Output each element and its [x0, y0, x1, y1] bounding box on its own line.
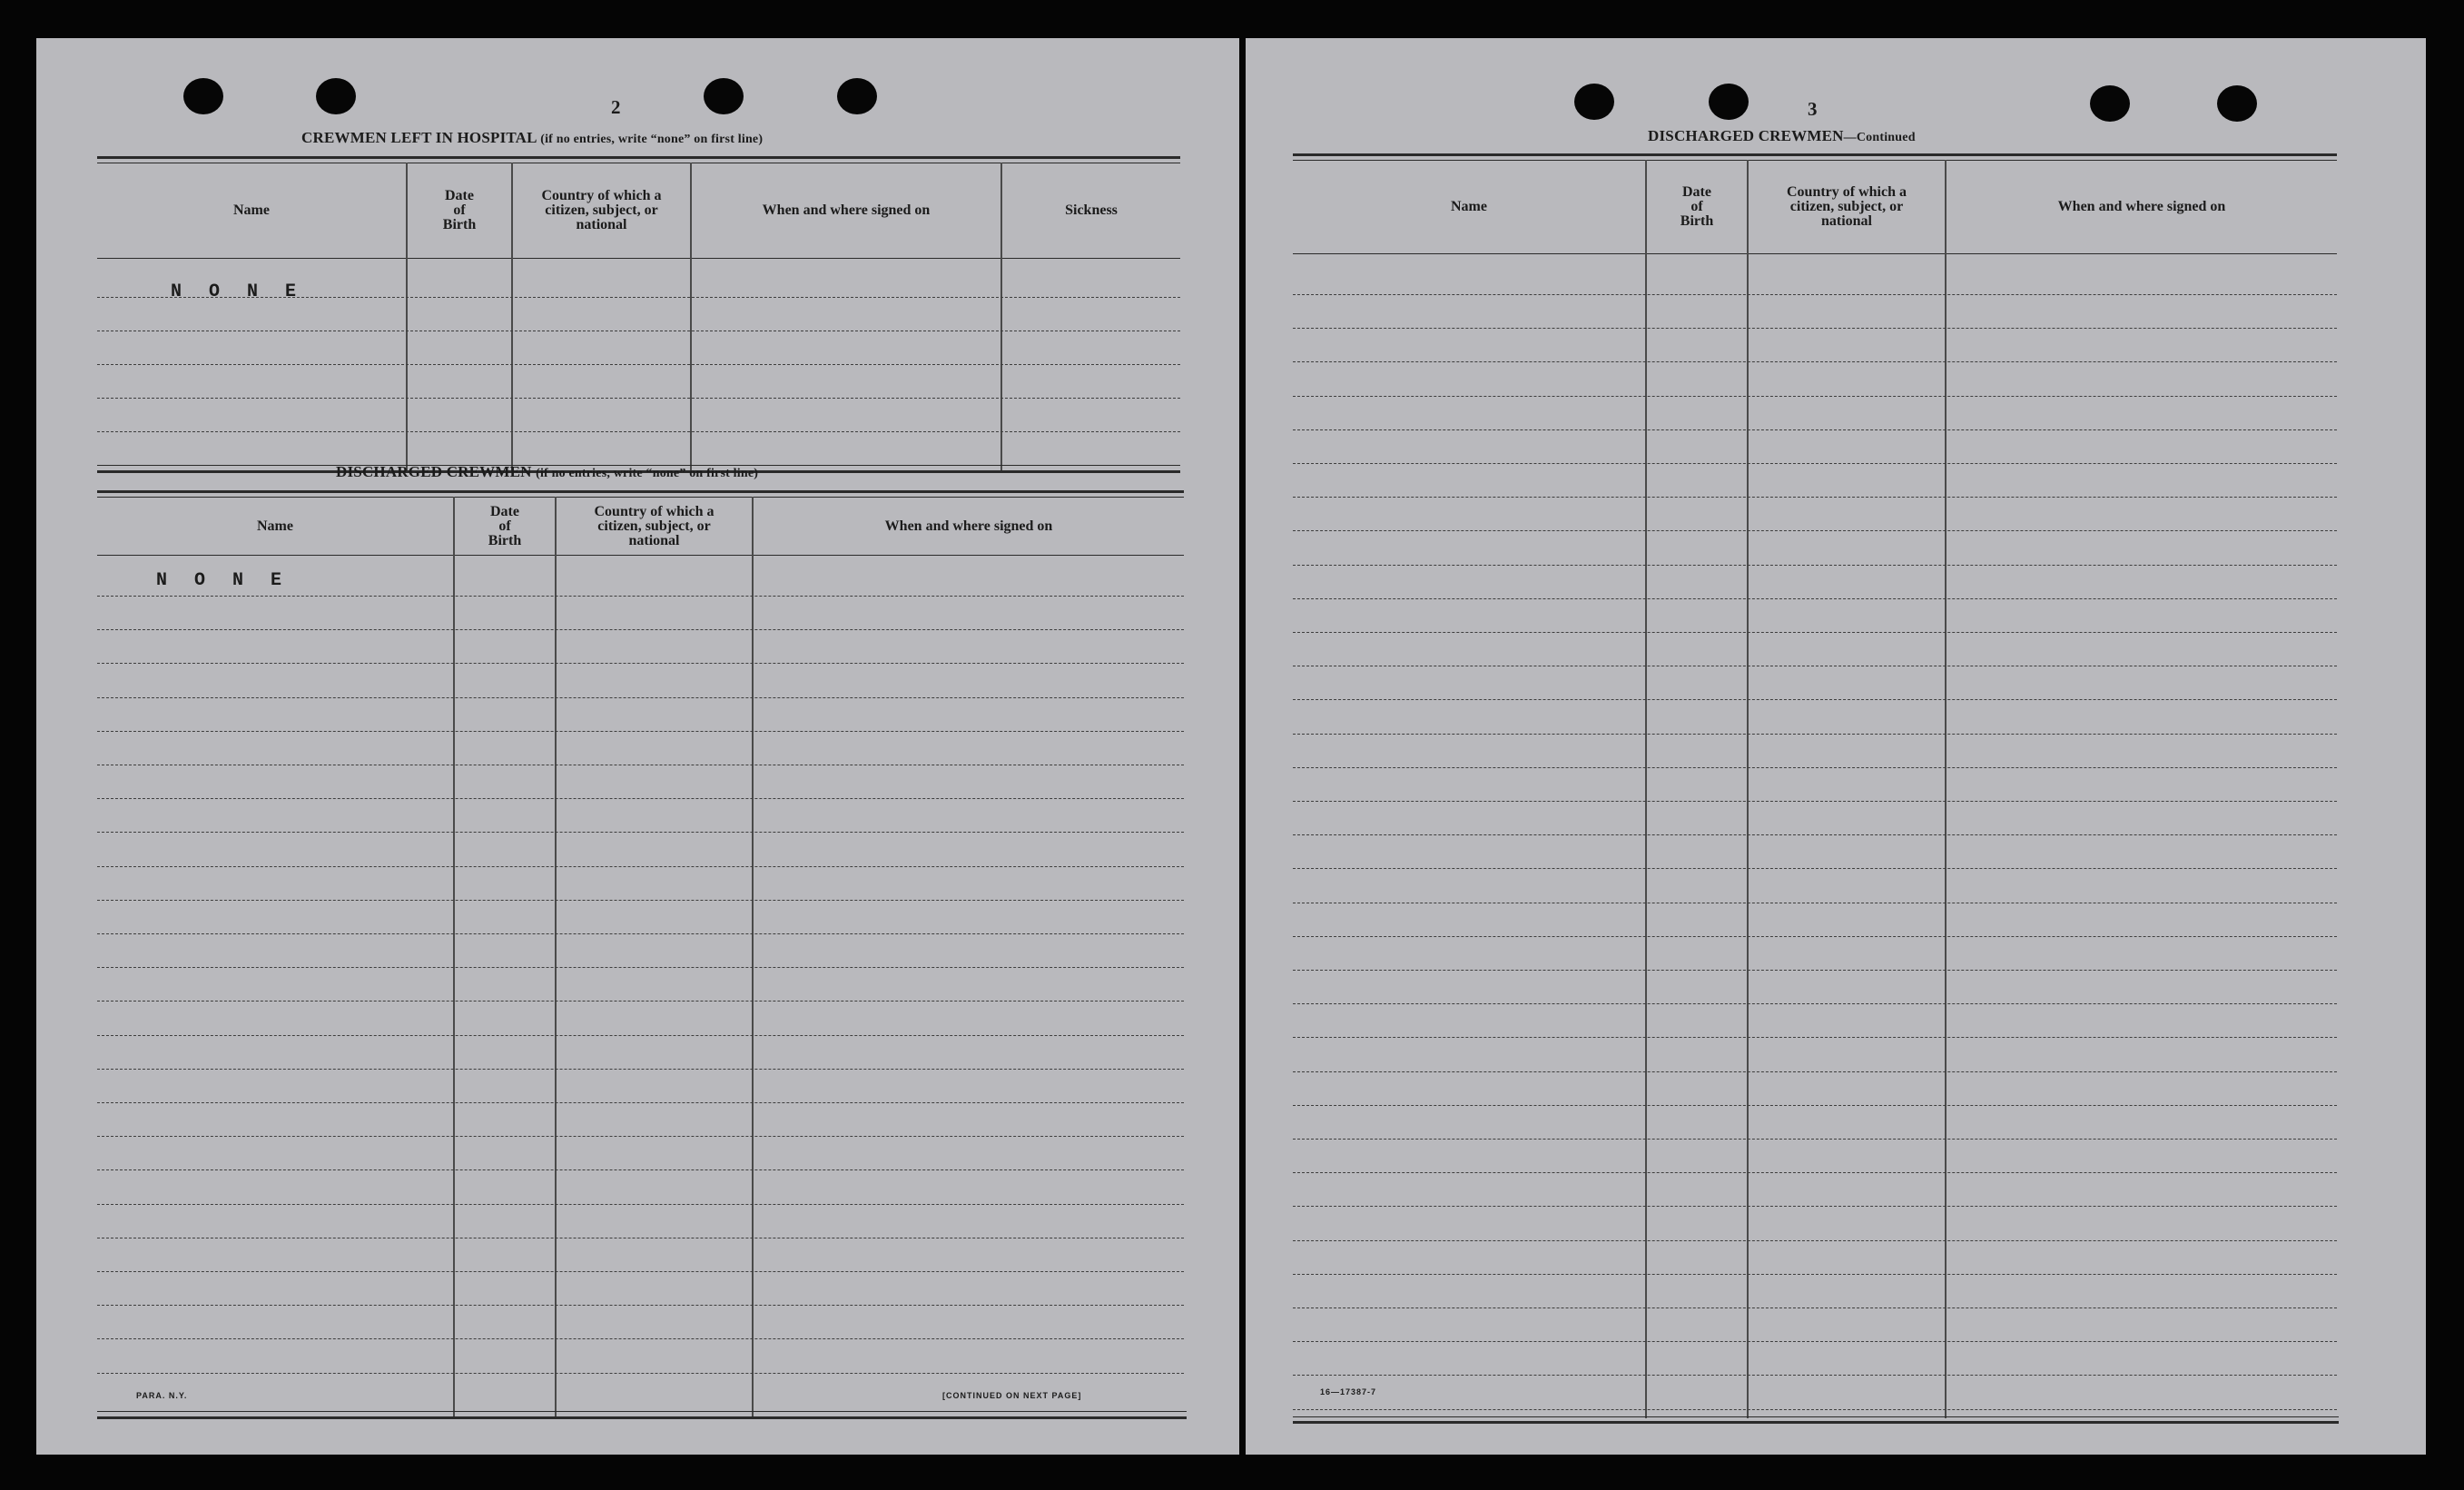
row-line [1293, 1375, 2337, 1376]
table-top-rule-inner [97, 497, 1184, 498]
hospital-entry-none: N O N E [171, 281, 305, 302]
row-line [1293, 1274, 2337, 1275]
continued-col-date-of-birth: Date of Birth [1680, 184, 1714, 229]
row-line [97, 1204, 1184, 1205]
row-line [1293, 1240, 2337, 1241]
footer-printer-mark: PARA. N.Y. [136, 1391, 188, 1400]
row-line [1293, 868, 2337, 869]
header-bottom-rule [97, 555, 1184, 556]
row-line [97, 1102, 1184, 1103]
continued-title: DISCHARGED CREWMEN [1648, 127, 1844, 144]
punch-hole [1709, 84, 1749, 120]
punch-hole [2090, 85, 2130, 122]
table-bottom-rule [97, 1411, 1187, 1412]
punch-hole [1574, 84, 1614, 120]
column-divider [1945, 160, 1947, 1418]
discharged-col-country: Country of which a citizen, subject, or national [594, 504, 715, 548]
row-line [1293, 970, 2337, 971]
continued-section-title [1648, 127, 1916, 145]
column-divider [453, 497, 455, 1416]
row-line [1293, 834, 2337, 835]
row-line [97, 832, 1184, 833]
row-line [97, 798, 1184, 799]
discharged-col-name: Name [257, 518, 293, 534]
row-line [1293, 801, 2337, 802]
hospital-title: CREWMEN LEFT IN HOSPITAL [301, 129, 537, 146]
header-bottom-rule [1293, 253, 2337, 254]
hospital-subtitle: (if no entries, write “none” on first line) [540, 133, 764, 146]
discharged-entry-none: N O N E [156, 570, 291, 591]
discharged-title: DISCHARGED CREWMEN [336, 463, 532, 480]
row-line [1293, 936, 2337, 937]
row-line [1293, 530, 2337, 531]
row-line [97, 1338, 1184, 1339]
row-line [97, 697, 1184, 698]
discharged-heading [336, 463, 758, 481]
discharged-subtitle: (if no entries, write “none” on first line) [536, 467, 759, 480]
row-line [1293, 1105, 2337, 1106]
right-page [1246, 38, 2426, 1455]
discharged-col-signed-on: When and where signed on [884, 518, 1053, 534]
row-line [1293, 632, 2337, 633]
discharged-col-date-of-birth: Date of Birth [488, 504, 522, 548]
row-line [97, 1271, 1184, 1272]
column-divider [752, 497, 754, 1416]
column-divider [555, 497, 557, 1416]
row-line [1293, 1139, 2337, 1140]
row-line [1293, 1341, 2337, 1342]
column-divider [406, 163, 408, 471]
row-line [1293, 396, 2337, 397]
punch-hole [183, 78, 223, 114]
hospital-section-title [301, 129, 763, 147]
punch-hole [2217, 85, 2257, 122]
footer-continued: [CONTINUED ON NEXT PAGE] [942, 1391, 1082, 1400]
column-divider [1000, 163, 1002, 471]
row-line [97, 364, 1180, 365]
row-line [97, 431, 1180, 432]
continued-col-country: Country of which a citizen, subject, or national [1786, 184, 1907, 229]
row-line [97, 1305, 1184, 1306]
column-divider [1645, 160, 1647, 1418]
row-line [97, 1001, 1184, 1002]
table-bottom-rule [1293, 1421, 2339, 1424]
header-bottom-rule [97, 258, 1180, 259]
footer-form-number: 16—17387-7 [1320, 1387, 1377, 1396]
row-line [97, 967, 1184, 968]
row-line [97, 731, 1184, 732]
row-line [1293, 463, 2337, 464]
row-line [97, 1169, 1184, 1170]
row-line [97, 933, 1184, 934]
row-line [1293, 699, 2337, 700]
punch-hole [316, 78, 356, 114]
hospital-col-date-of-birth: Date of Birth [442, 188, 477, 232]
table-bottom-rule [97, 1416, 1187, 1419]
continued-subtitle: —Continued [1843, 131, 1916, 144]
row-line [1293, 767, 2337, 768]
row-line [1293, 497, 2337, 498]
row-line [97, 1373, 1184, 1374]
column-divider [511, 163, 513, 471]
table-bottom-rule [1293, 1416, 2339, 1417]
table-top-rule [97, 490, 1184, 493]
table-top-rule [1293, 153, 2337, 156]
row-line [1293, 294, 2337, 295]
continued-col-name: Name [1451, 199, 1487, 214]
row-line [1293, 1409, 2337, 1410]
row-line [97, 900, 1184, 901]
row-line [97, 1069, 1184, 1070]
left-page [36, 38, 1239, 1455]
row-line [1293, 734, 2337, 735]
row-line [97, 398, 1180, 399]
row-line [97, 1035, 1184, 1036]
row-line [97, 866, 1184, 867]
row-line [97, 629, 1184, 630]
table-top-rule [97, 156, 1180, 159]
page-number: 3 [1808, 98, 1818, 120]
row-line [97, 596, 1184, 597]
row-line [1293, 1037, 2337, 1038]
hospital-col-signed-on: When and where signed on [762, 202, 931, 218]
hospital-col-country: Country of which a citizen, subject, or national [541, 188, 662, 232]
row-line [1293, 361, 2337, 362]
row-line [1293, 328, 2337, 329]
row-line [1293, 1003, 2337, 1004]
row-line [97, 1136, 1184, 1137]
row-line [1293, 565, 2337, 566]
row-line [1293, 1206, 2337, 1207]
continued-col-signed-on: When and where signed on [2057, 199, 2226, 214]
column-divider [1747, 160, 1749, 1418]
row-line [1293, 1307, 2337, 1308]
row-line [1293, 598, 2337, 599]
hospital-col-name: Name [233, 202, 270, 218]
punch-hole [704, 78, 744, 114]
table-top-rule-inner [1293, 160, 2337, 161]
hospital-col-sickness: Sickness [1065, 202, 1118, 218]
page-number: 2 [611, 96, 621, 118]
row-line [97, 663, 1184, 664]
punch-hole [837, 78, 877, 114]
row-line [1293, 1071, 2337, 1072]
row-line [1293, 1172, 2337, 1173]
column-divider [690, 163, 692, 471]
row-line [1293, 429, 2337, 430]
